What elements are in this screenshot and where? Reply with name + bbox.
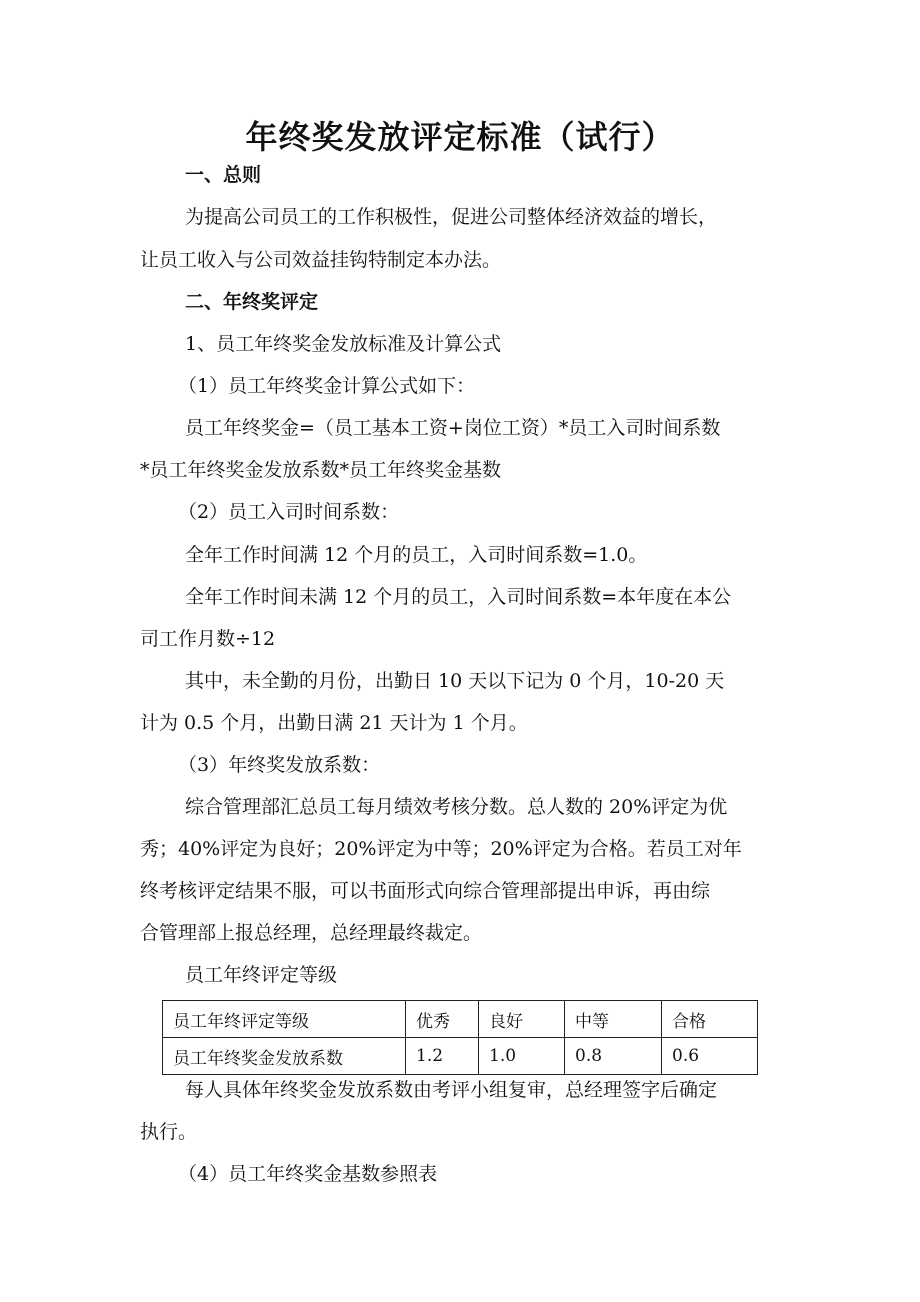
- document-title: 年终奖发放评定标准（试行）: [245, 118, 675, 156]
- table-cell: 1.0: [479, 1038, 565, 1075]
- section-heading-general: 一、总则: [185, 164, 262, 186]
- table-cell: 良好: [479, 1001, 565, 1038]
- paragraph-line: 全年工作时间未满 12 个月的员工，入司时间系数=本年度在本公: [185, 586, 732, 608]
- table-cell: 合格: [662, 1001, 758, 1038]
- table-cell: 0.6: [662, 1038, 758, 1075]
- paragraph-line: 让员工收入与公司效益挂钩特制定本办法。: [140, 249, 502, 271]
- paragraph-line: 其中，未全勤的月份，出勤日 10 天以下记为 0 个月，10-20 天: [185, 670, 725, 692]
- item-heading: （3）年终奖发放系数：: [178, 754, 381, 776]
- formula-line: *员工年终奖金发放系数*员工年终奖金基数: [140, 459, 502, 481]
- table-cell: 中等: [565, 1001, 662, 1038]
- paragraph-line: 合管理部上报总经理，总经理最终裁定。: [140, 922, 483, 944]
- grade-coefficient-table: [162, 1000, 758, 1075]
- table-cell: 1.2: [406, 1038, 479, 1075]
- item-heading: （2）员工入司时间系数：: [178, 501, 400, 523]
- table-row: [163, 1001, 758, 1038]
- paragraph-line: 综合管理部汇总员工每月绩效考核分数。总人数的 20%评定为优: [185, 796, 728, 818]
- table-cell: 优秀: [406, 1001, 479, 1038]
- paragraph-line: 为提高公司员工的工作积极性，促进公司整体经济效益的增长，: [185, 206, 718, 228]
- formula-line: 员工年终奖金=（员工基本工资+岗位工资）*员工入司时间系数: [185, 417, 721, 439]
- paragraph-line: 司工作月数÷12: [140, 628, 276, 650]
- paragraph-line: 秀；40%评定为良好；20%评定为中等；20%评定为合格。若员工对年: [140, 838, 742, 860]
- table-row: [163, 1038, 758, 1075]
- paragraph-line: 执行。: [140, 1121, 198, 1143]
- table-cell: 0.8: [565, 1038, 662, 1075]
- section-heading-bonus: 二、年终奖评定: [185, 291, 319, 313]
- table-caption: 员工年终评定等级: [185, 964, 338, 986]
- paragraph-line: 计为 0.5 个月，出勤日满 21 天计为 1 个月。: [140, 712, 528, 734]
- paragraph-line: 全年工作时间满 12 个月的员工，入司时间系数=1.0。: [185, 544, 648, 566]
- table-cell: 员工年终奖金发放系数: [163, 1038, 406, 1075]
- subheading: 1、员工年终奖金发放标准及计算公式: [185, 333, 502, 355]
- item-heading: （4）员工年终奖金基数参照表: [178, 1163, 438, 1185]
- table-cell: 员工年终评定等级: [163, 1001, 406, 1038]
- item-heading: （1）员工年终奖金计算公式如下：: [178, 375, 476, 397]
- paragraph-line: 每人具体年终奖金发放系数由考评小组复审，总经理签字后确定: [185, 1079, 718, 1101]
- paragraph-line: 终考核评定结果不服，可以书面形式向综合管理部提出申诉，再由综: [140, 880, 711, 902]
